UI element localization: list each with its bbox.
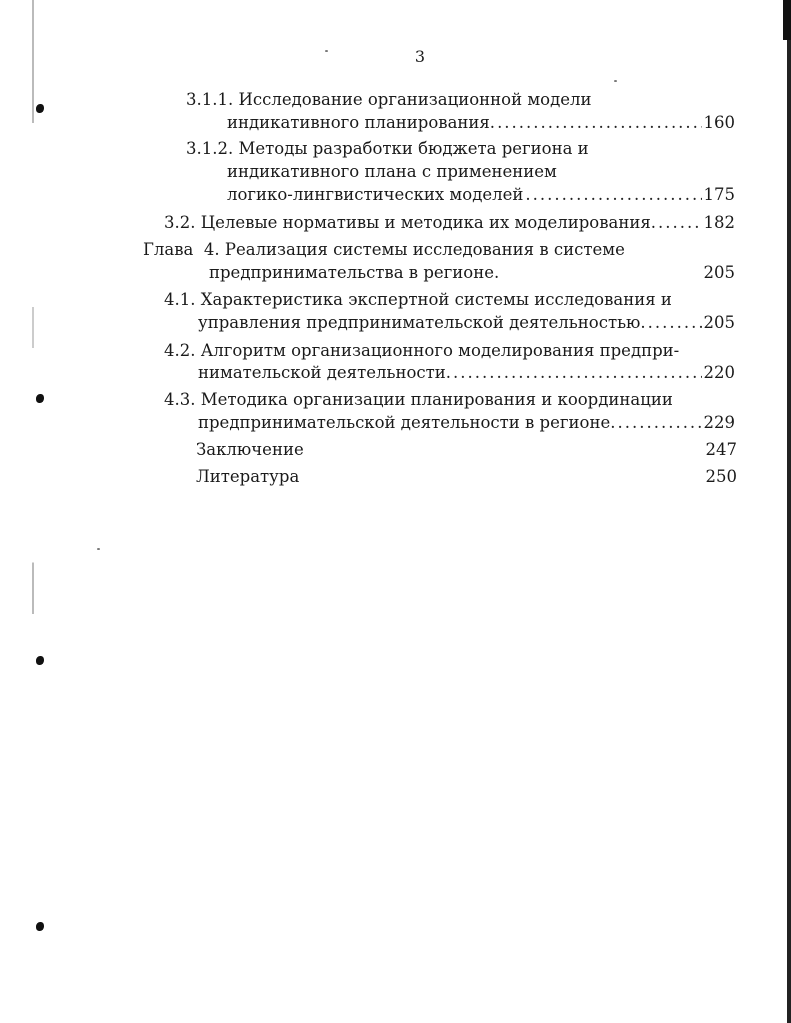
toc-entry-number: 3.1.2. — [186, 139, 234, 158]
toc-entry-number: 4. — [203, 240, 220, 259]
toc-entry-title: Заключение — [196, 440, 304, 459]
toc-entry-4-3-line1 — [164, 389, 673, 411]
toc-chapter-4-line1 — [143, 239, 625, 261]
toc-entry-title: Методика организации планирования и координации — [200, 390, 673, 409]
dot-leader — [648, 312, 702, 334]
toc-entry-title-cont: предпринимательства в регионе. — [209, 263, 500, 282]
toc-entry-title-cont: нимательской деятельности. — [198, 363, 451, 382]
toc-entry-4-3-line2 — [198, 412, 735, 434]
toc-entry-3-2 — [164, 212, 735, 234]
toc-entry-title: Литература — [196, 467, 300, 486]
toc-entry-4-1-line2 — [198, 312, 735, 334]
toc-chapter-4-line2 — [209, 262, 735, 284]
toc-entry-title: Методы разработки бюджета региона и — [238, 139, 589, 158]
toc-entry-number: 4.1. — [164, 290, 196, 309]
toc-entry-3-1-2-line3 — [227, 184, 735, 206]
toc-entry-3-1-2-line2: индикативного плана с применением — [227, 162, 557, 181]
toc-entry-title-cont: предпринимательской деятельности в регионе. — [198, 413, 616, 432]
toc-entry-4-1-line1 — [164, 289, 672, 311]
toc-entry-number: 4.2. — [164, 341, 196, 360]
toc-entry-title: Характеристика экспертной системы исследования и — [200, 290, 672, 309]
toc-page-number: 205 — [703, 263, 735, 282]
toc-entry-title: Реализация системы исследования в системе — [224, 240, 625, 259]
dot-leader — [658, 212, 702, 234]
toc-entry-3-1-1-line1 — [186, 89, 592, 111]
toc-entry-title-cont: логико-лингвистических моделей — [227, 185, 524, 204]
toc-page-number: 247 — [705, 440, 737, 459]
toc-entry-number: 3.1.1. — [186, 90, 234, 109]
dot-leader — [617, 412, 701, 434]
toc-entry-4-2-line2 — [198, 362, 735, 384]
toc-page-number: 160 — [703, 113, 735, 132]
dot-leader — [497, 112, 701, 134]
dot-leader — [453, 362, 702, 384]
toc-page-number: 182 — [703, 213, 735, 232]
toc-page-number: 205 — [703, 313, 735, 332]
toc-chapter-prefix: Глава — [143, 240, 194, 259]
toc-entry-conclusion — [196, 439, 737, 461]
toc-page-number: 250 — [705, 467, 737, 486]
toc-page-number: 220 — [703, 363, 735, 382]
toc-entry-number: 3.2. — [164, 213, 196, 232]
toc-entry-title-cont: управления предпринимательской деятельностью. — [198, 313, 646, 332]
toc-page-number: 175 — [703, 185, 735, 204]
toc-entry-literature — [196, 466, 737, 488]
dot-leader — [525, 184, 701, 206]
toc-entry-title: Алгоритм организационного моделирования предпри- — [200, 341, 680, 360]
toc-entry-3-1-1-line2 — [227, 112, 735, 134]
toc-entry-title: Исследование организационной модели — [238, 90, 592, 109]
toc-page-number: 229 — [703, 413, 735, 432]
toc-entry-3-1-2-line1 — [186, 138, 589, 160]
toc-entry-title-cont: индикативного планирования. — [227, 113, 496, 132]
toc-entry-number: 4.3. — [164, 390, 196, 409]
toc-entry-4-2-line1 — [164, 340, 679, 362]
page-number: 3 — [414, 47, 426, 66]
toc-entry-title: Целевые нормативы и методика их моделирования. — [200, 213, 656, 232]
